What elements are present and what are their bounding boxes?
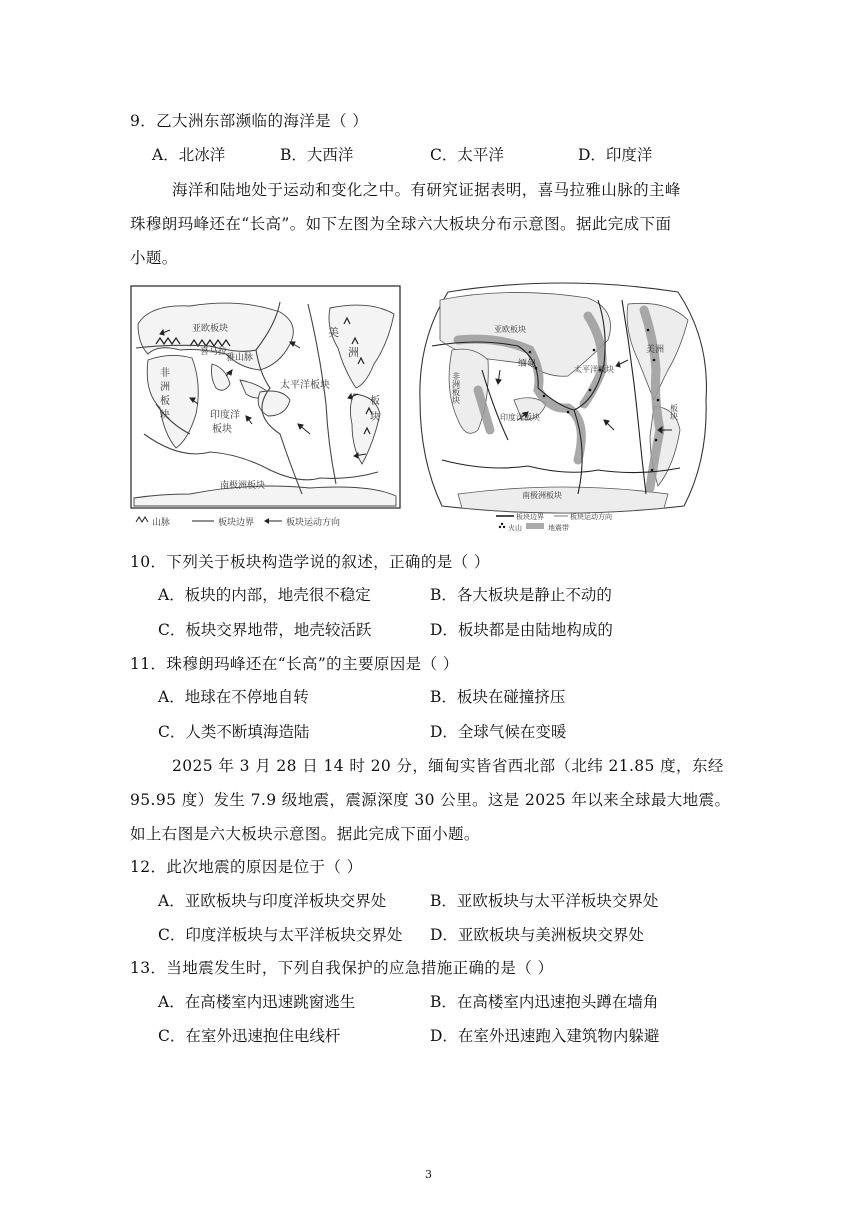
- page-number: 3: [425, 1168, 432, 1181]
- left-map-svg: [130, 284, 402, 532]
- right-legend-direction: 板块运动方向: [570, 513, 612, 521]
- passage1-line3: 小题。: [130, 249, 178, 267]
- q11-option-a: A．地球在不停地自转: [158, 688, 309, 706]
- q10-option-d: D．板块都是由陆地构成的: [430, 621, 613, 639]
- right-plate-map: [418, 280, 708, 534]
- passage2-line3: 如上右图是六大板块示意图。据此完成下面小题。: [130, 825, 480, 843]
- right-legend-quake: 地震带: [548, 524, 569, 532]
- left-label-africa-1: 非: [160, 368, 170, 379]
- q9-option-d: D．印度洋: [578, 146, 653, 164]
- q13-option-a: A．在高楼室内迅速跳窗逃生: [158, 993, 356, 1011]
- q12-option-b: B．亚欧板块与太平洋板块交界处: [430, 892, 659, 910]
- right-label-africa: 非洲板块: [451, 372, 461, 404]
- left-label-africa-2: 洲: [160, 382, 170, 393]
- q10-option-b: B．各大板块是静止不动的: [430, 586, 612, 604]
- right-label-eurasia: 亚欧板块: [494, 325, 526, 334]
- q12-option-a: A．亚欧板块与印度洋板块交界处: [158, 892, 387, 910]
- q13-option-d: D．在室外迅速跑入建筑物内躲避: [430, 1027, 660, 1045]
- left-label-himalaya-2: 雅山脉: [226, 353, 254, 363]
- right-label-america-plate: 板块: [669, 404, 679, 420]
- q12-stem: 12．此次地震的原因是位于（ ）: [130, 858, 363, 876]
- right-label-pacific: 太平洋板块: [574, 365, 614, 374]
- q9-stem: 9．乙大洲东部濒临的海洋是（ ）: [130, 112, 369, 130]
- right-map-svg: [418, 280, 708, 534]
- q10-option-c: C．板块交界地带，地壳较活跃: [158, 621, 372, 639]
- left-label-himalaya-1: 喜马拉: [200, 347, 228, 357]
- left-legend-direction: 板块运动方向: [286, 518, 341, 528]
- right-label-antarctic: 南极洲板块: [522, 491, 562, 500]
- left-legend-mountain: 山脉: [152, 518, 171, 528]
- passage1-line2: 珠穆朗玛峰还在“长高”。如下左图为全球六大板块分布示意图。据此完成下面: [130, 215, 672, 233]
- left-label-pacific: 太平洋板块: [280, 380, 330, 391]
- q12-option-d: D．亚欧板块与美洲板块交界处: [430, 926, 644, 944]
- right-label-myanmar: 缅甸: [518, 359, 537, 369]
- left-label-africa-3: 板: [160, 396, 170, 407]
- left-legend-boundary: 板块边界: [218, 518, 255, 528]
- q9-option-a: A．北冰洋: [152, 146, 226, 164]
- left-label-indian-2: 板块: [212, 424, 232, 435]
- q11-stem: 11．珠穆朗玛峰还在“长高”的主要原因是（ ）: [130, 655, 459, 673]
- passage1-line1: 海洋和陆地处于运动和变化之中。有研究证据表明，喜马拉雅山脉的主峰: [172, 181, 681, 199]
- q11-option-c: C．人类不断填海造陆: [158, 723, 310, 741]
- passage2-line2: 95.95 度）发生 7.9 级地震，震源深度 30 公里。这是 2025 年以来全球最大地震。: [130, 791, 731, 809]
- left-label-indian-1: 印度洋: [210, 410, 240, 421]
- q9-option-c: C．太平洋: [430, 146, 504, 164]
- left-label-america-4: 块: [370, 412, 380, 423]
- q10-option-a: A．板块的内部，地壳很不稳定: [158, 586, 371, 604]
- q13-stem: 13．当地震发生时，下列自我保护的应急措施正确的是（ ）: [130, 959, 554, 977]
- right-legend-boundary: 板块边界: [516, 513, 544, 521]
- left-label-america-3: 板: [370, 396, 380, 407]
- q13-option-b: B．在高楼室内迅速抱头蹲在墙角: [430, 993, 659, 1011]
- left-label-america-1: 美: [328, 326, 339, 339]
- q10-stem: 10．下列关于板块构造学说的叙述，正确的是（ ）: [130, 553, 490, 571]
- right-label-indian: 印度洋板块: [500, 413, 540, 422]
- left-label-africa-4: 块: [160, 410, 170, 421]
- left-label-antarctic: 南极洲板块: [220, 481, 266, 491]
- q11-option-b: B．板块在碰撞挤压: [430, 688, 566, 706]
- q13-option-c: C．在室外迅速抱住电线杆: [158, 1027, 341, 1045]
- passage2-line1: 2025 年 3 月 28 日 14 时 20 分，缅甸实皆省西北部（北纬 21.85 度，东经: [172, 757, 724, 775]
- left-label-america-2: 洲: [348, 346, 359, 359]
- left-plate-map: [130, 284, 402, 532]
- q9-option-b: B．大西洋: [280, 146, 354, 164]
- right-label-america: 美洲: [646, 345, 665, 355]
- right-legend-volcano: 火山: [508, 524, 522, 532]
- q11-option-d: D．全球气候在变暖: [430, 723, 567, 741]
- q12-option-c: C．印度洋板块与太平洋板块交界处: [158, 926, 403, 944]
- left-label-eurasia: 亚欧板块: [192, 324, 229, 334]
